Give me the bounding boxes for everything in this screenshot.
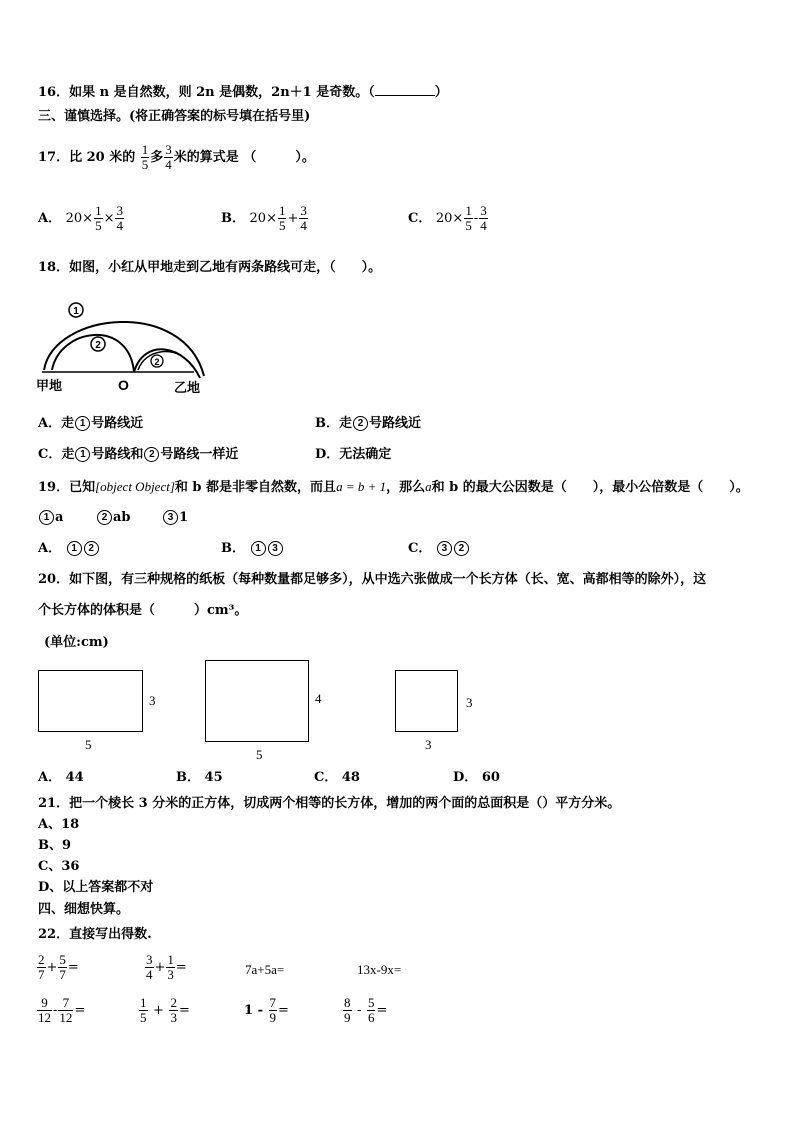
q20-option-c[interactable]: C． 48 <box>314 770 360 785</box>
answer-blank[interactable] <box>375 83 435 96</box>
center-label: O <box>118 377 129 393</box>
q21-option-a[interactable]: A、18 <box>38 817 80 832</box>
q18-option-d[interactable]: D．无法确定 <box>315 447 392 462</box>
start-label: 甲地 <box>36 379 63 394</box>
route-diagram <box>34 298 214 398</box>
q19-item-3: 3 1 <box>162 510 188 526</box>
q20-option-a[interactable]: A． 44 <box>38 770 84 785</box>
q20-option-d[interactable]: D． 60 <box>453 770 500 785</box>
q20-option-b[interactable]: B． 45 <box>176 770 223 785</box>
board-3x3 <box>395 670 458 732</box>
q19-option-c[interactable]: C． 3 2 <box>408 541 470 557</box>
board-3-height: 3 <box>466 695 473 710</box>
calc-r1-3[interactable]: 7a+5a= <box>245 962 285 977</box>
question-20-line-2: 个长方体的体积是（ ）cm³。 <box>38 603 248 618</box>
q18-option-b[interactable]: B．走 2 号路线近 <box>315 416 422 431</box>
route-2-arc-right <box>134 349 200 378</box>
board-1-width: 5 <box>85 737 92 752</box>
q16-text: 如果 n 是自然数，则 2n 是偶数，2n＋1 是奇数。（ <box>69 85 375 100</box>
calc-r2-2[interactable]: $\frac{1}{5}$ + $\frac{2}{3}$ = <box>140 995 190 1025</box>
section-3-heading: 三、谨慎选择。(将正确答案的标号填在括号里) <box>38 109 311 124</box>
q17-option-a[interactable]: A． 20× $\frac{1}{5}$ × $\frac{3}{4}$ <box>38 203 123 233</box>
q19-option-b[interactable]: B． 1 3 <box>221 541 284 557</box>
fraction: $\frac{1}{5}$ <box>141 142 149 172</box>
question-22: 22．直接写出得数. <box>38 927 152 942</box>
route-1-label: 1 <box>73 306 79 317</box>
board-3-width: 3 <box>425 737 432 752</box>
q19-item-2: 2 ab <box>96 510 131 526</box>
end-label: 乙地 <box>174 381 201 396</box>
q21-option-c[interactable]: C、36 <box>38 859 80 874</box>
q21-option-b[interactable]: B、9 <box>38 838 72 853</box>
unit-label: (单位:cm) <box>44 635 109 650</box>
calc-r1-2[interactable]: $\frac{3}{4}$ + $\frac{1}{3}$ = <box>146 952 187 982</box>
board-1-height: 3 <box>149 693 156 708</box>
q19-item-1: 1 a <box>38 510 63 526</box>
question-21: 21．把一个棱长 3 分米的正方体，切成两个相等的长方体，增加的两个面的总面积是（）平方分米。 <box>38 796 621 811</box>
q18-option-a[interactable]: A．走 1 号路线近 <box>38 416 144 431</box>
fraction: $\frac{3}{4}$ <box>165 142 172 172</box>
calc-r1-1[interactable]: $\frac{2}{7}$ + $\frac{5}{7}$ = <box>38 952 79 982</box>
question-17: 17．比 20 米的 $\frac{1}{5}$ 多 $\frac{3}{4}$ 米的算式是 （ ）。 <box>38 142 315 172</box>
q17-option-b[interactable]: B． 20× $\frac{1}{5}$ + $\frac{3}{4}$ <box>221 203 307 233</box>
route-2-label: 2 <box>95 340 101 351</box>
q19-option-a[interactable]: A． 1 2 <box>38 541 100 557</box>
question-18: 18．如图，小红从甲地走到乙地有两条路线可走，（ ）。 <box>38 260 382 275</box>
question-19: 19．已知[object Object]和 b 都是非零自然数，而且a = b + 1，那么a和 b 的最大公因数是（ ），最小公倍数是（ ）。 <box>38 479 749 495</box>
q21-option-d[interactable]: D、以上答案都不对 <box>38 880 154 895</box>
board-5x3 <box>38 670 143 732</box>
calc-r2-3[interactable]: 1 - $\frac{7}{9}$ = <box>244 995 289 1025</box>
calc-r1-4[interactable]: 13x-9x= <box>357 962 402 977</box>
question-20-line-1: 20．如下图，有三种规格的纸板（每种数量都足够多），从中选六张做成一个长方体（长、宽、高都相等的除外），这 <box>38 572 707 587</box>
q18-option-c[interactable]: C．走 1 号路线和 2 号路线一样近 <box>38 447 239 462</box>
question-16: 16．如果 n 是自然数，则 2n 是偶数，2n＋1 是奇数。（ ） <box>38 85 448 100</box>
calc-r2-4[interactable]: $\frac{8}{9}$ - $\frac{5}{6}$ = <box>344 995 388 1025</box>
section-4-heading: 四、细想快算。 <box>38 902 130 917</box>
board-2-width: 5 <box>256 747 263 762</box>
board-5x4 <box>205 660 309 742</box>
q17-option-c[interactable]: C． 20× $\frac{1}{5}$ - $\frac{3}{4}$ <box>408 203 487 233</box>
route-1-arc <box>44 322 204 376</box>
route-2b-label: 2 <box>154 357 160 367</box>
board-2-height: 4 <box>315 691 322 706</box>
calc-r2-1[interactable]: $\frac{9}{12}$ - $\frac{7}{12}$ = <box>38 995 86 1025</box>
